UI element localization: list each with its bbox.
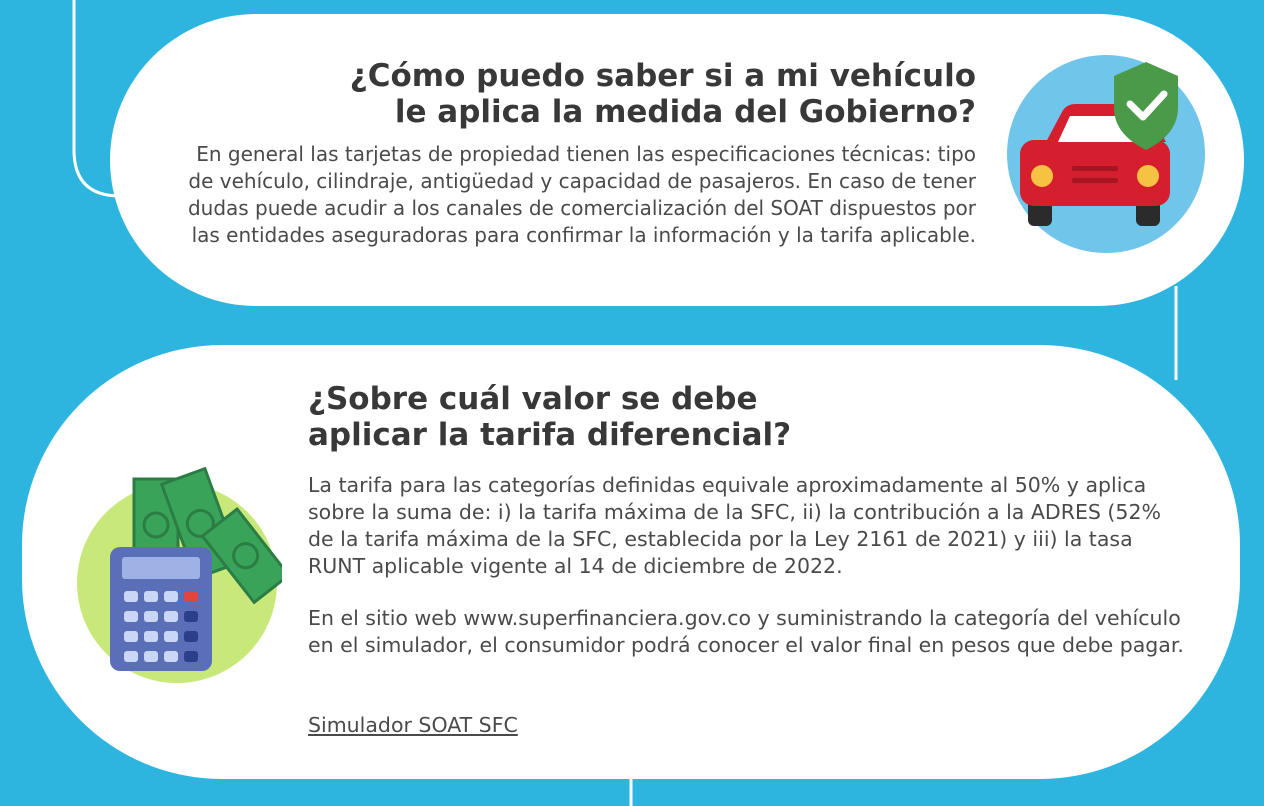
faq-answer-text: En general las tarjetas de propiedad tienen las especificaciones técnicas: tipo de vehículo, cilindraje, antigüedad y capacidad de pasajeros. En caso de tener dudas puede acudir a los canales de comercialización del SOAT dispuestos por las entidades aseguradoras para confirmar la información y la tarifa aplicable. bbox=[187, 142, 976, 247]
faq-card-tariff bbox=[22, 345, 1240, 779]
title-line-2: le aplica la medida del Gobierno? bbox=[394, 94, 976, 130]
title-line-1: ¿Sobre cuál valor se debe bbox=[308, 381, 758, 417]
car-shield-icon bbox=[1006, 54, 1206, 254]
faq-answer-paragraph-1: La tarifa para las categorías definidas equivale aproximadamente al 50% y aplica sobre la suma de: i) la tarifa máxima de la SFC, ii) la contribución a la ADRES (52% de la tarifa máxima de la SFC, establecida por la Ley 2161 de 2021) y iii) la tasa RUNT aplicable vigente al 14 de diciembre de 2022. bbox=[308, 473, 1161, 578]
simulator-link[interactable]: Simulador SOAT SFC bbox=[308, 713, 518, 737]
title-line-2: aplicar la tarifa diferencial? bbox=[308, 417, 792, 453]
calculator-money-icon bbox=[72, 465, 282, 685]
faq-card-vehicle bbox=[110, 14, 1244, 306]
title-line-1: ¿Cómo puedo saber si a mi vehículo bbox=[349, 58, 976, 94]
faq-question-title bbox=[276, 58, 976, 130]
faq-answer-paragraph-2: En el sitio web www.superfinanciera.gov.co y suministrando la categoría del vehículo en el simulador, el consumidor podrá conocer el valor final en pesos que debe pagar. bbox=[308, 606, 1184, 657]
faq-question-title bbox=[308, 381, 908, 453]
